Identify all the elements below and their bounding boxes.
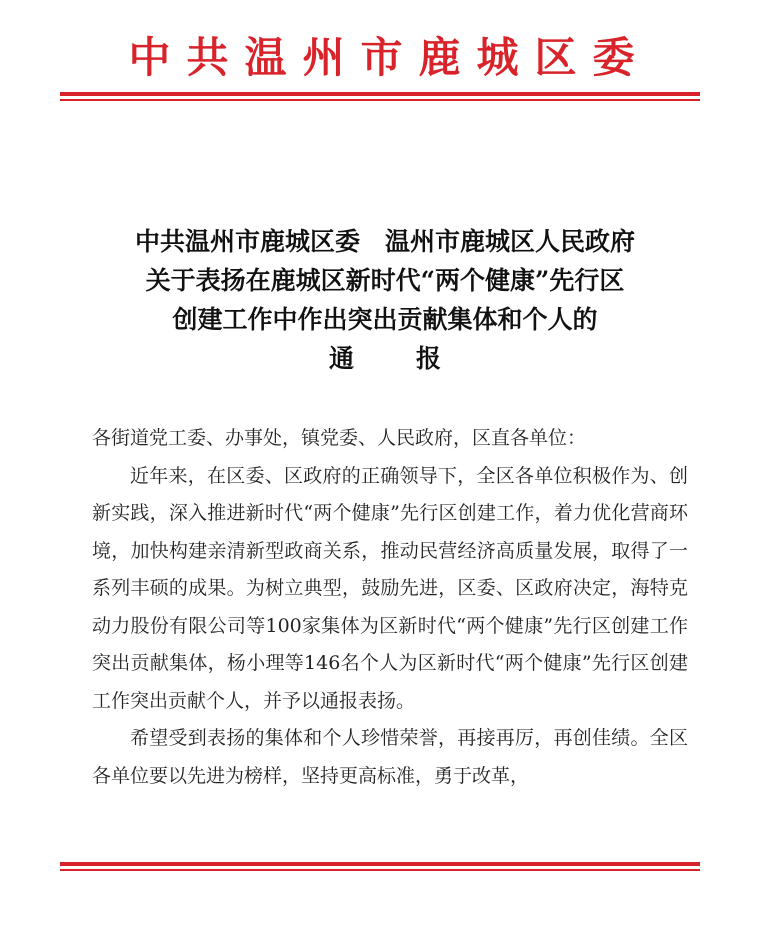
title-line-1: 中共温州市鹿城区委 温州市鹿城区人民政府 bbox=[134, 227, 635, 256]
salutation: 各街道党工委、办事处，镇党委、人民政府，区直各单位： bbox=[92, 427, 587, 449]
document-body bbox=[92, 420, 688, 795]
letterhead-org-name: 中共温州市鹿城区委 bbox=[128, 33, 651, 82]
letterhead-top-rule bbox=[60, 92, 700, 101]
body-paragraph-1: 近年来，在区委、区政府的正确领导下，全区各单位积极作为、创新实践，深入推进新时代“两个健康”先行区创建工作，着力优化营商环境，加快构建亲清新型政商关系，推动民营经济高质量发展，取得了一系列丰硕的成果。为树立典型，鼓励先进，区委、区政府决定，海特克动力股份有限公司等100家集体为区新时代“两个健康”先行区创建工作突出贡献集体，杨小理等146名个人为区新时代“两个健康”先行区创建工作突出贡献个人，并予以通报表扬。 bbox=[92, 464, 688, 712]
bottom-rule-thick-line bbox=[60, 862, 700, 866]
document-title bbox=[40, 222, 730, 378]
body-paragraph-2: 希望受到表扬的集体和个人珍惜荣誉，再接再厉，再创佳绩。全区各单位要以先进为榜样，坚持更高标准，勇于改革， bbox=[92, 727, 688, 787]
page-bottom-rule bbox=[60, 862, 700, 871]
top-rule-thin-line bbox=[60, 99, 700, 101]
title-line-4: 通报 bbox=[328, 344, 503, 373]
bottom-rule-thin-line bbox=[60, 869, 700, 871]
title-line-2: 关于表扬在鹿城区新时代“两个健康”先行区 bbox=[145, 266, 625, 295]
top-rule-thick-line bbox=[60, 92, 700, 96]
title-line-3: 创建工作中作出突出贡献集体和个人的 bbox=[172, 305, 598, 334]
